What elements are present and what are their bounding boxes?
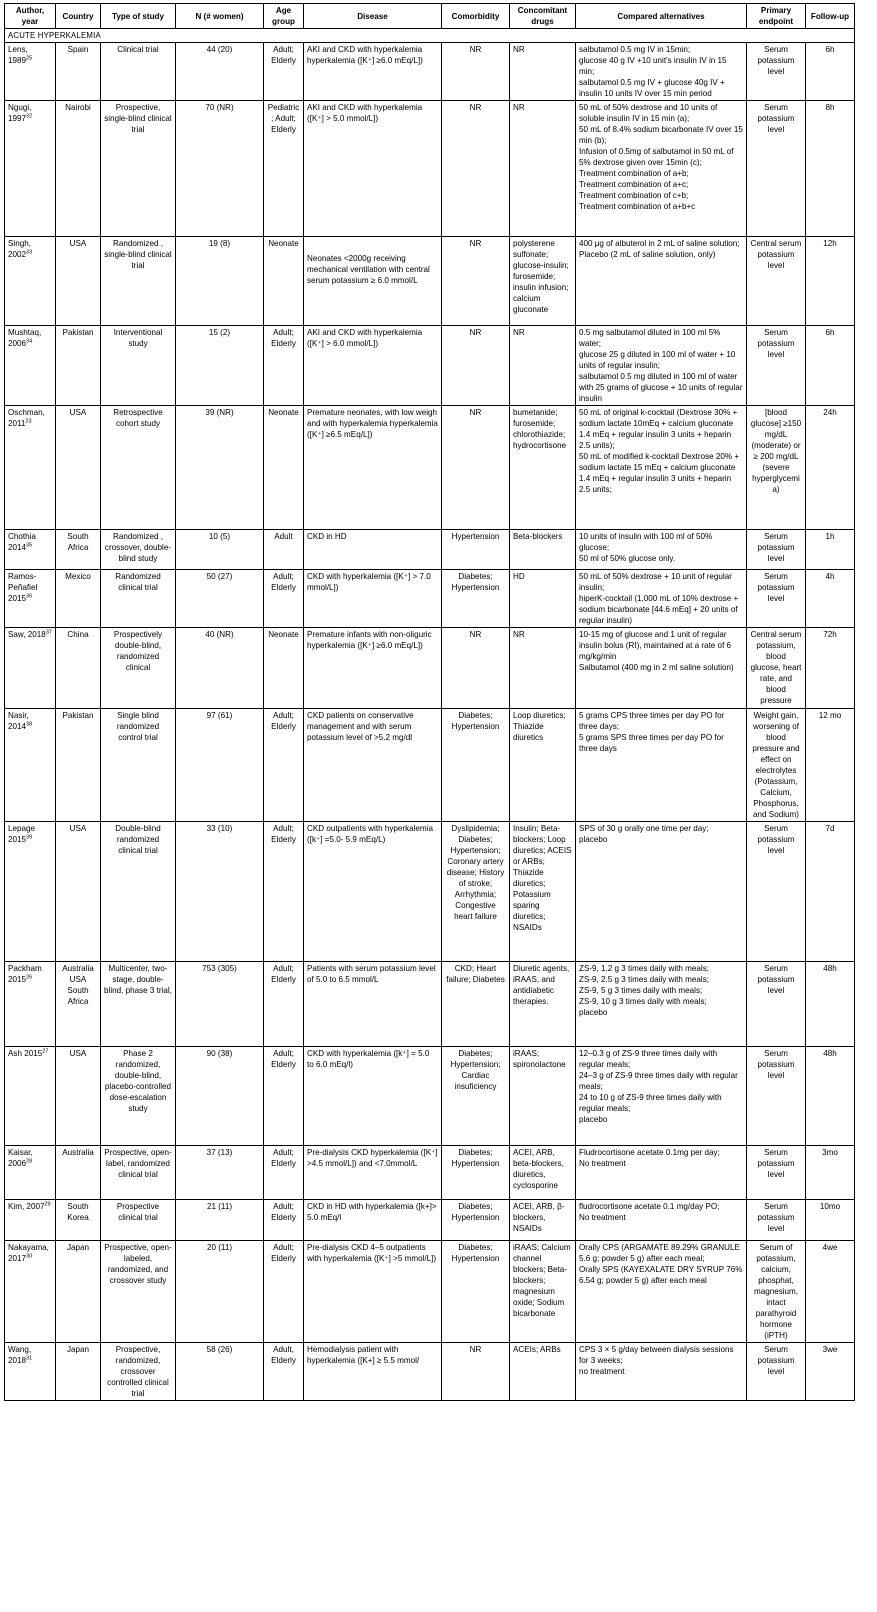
alternatives-cell <box>576 709 747 822</box>
author-cell <box>5 237 56 326</box>
concomitant-drugs-cell: Insulin; Beta-blockers; Loop diuretics; ACEIS or ARBs; Thiazide diuretics; Potassium sparing diuretics; NSAIDs <box>510 822 576 962</box>
concomitant-drugs-cell: NR <box>510 326 576 406</box>
n-women-cell: 97 (61) <box>176 709 264 822</box>
alternatives-cell <box>576 570 747 628</box>
country-cell: USA <box>56 1047 101 1146</box>
column-header: Author, year <box>5 4 56 29</box>
comorbidity-cell: Diabetes; Hypertension <box>442 1200 510 1241</box>
primary-endpoint-cell: Serum potassium level <box>747 822 806 962</box>
alternatives-cell <box>576 962 747 1047</box>
country-cell: Australia <box>56 1146 101 1200</box>
column-header: Comorbidity <box>442 4 510 29</box>
alternative-item: placebo <box>579 835 608 844</box>
follow-up-cell: 6h <box>806 326 855 406</box>
concomitant-drugs-cell: bumetanide; furosemide; chlorothiazide; hydrocortisone <box>510 406 576 530</box>
alternative-item: ZS-9, 5 g 3 times daily with meals; <box>579 986 703 995</box>
age-group-cell: Adult <box>264 530 304 570</box>
alternative-item: glucose 25 g diluted in 100 ml of water + 10 units of regular insulin; <box>579 350 736 370</box>
primary-endpoint-cell: Serum potassium level <box>747 530 806 570</box>
disease-cell: Neonates <2000g receiving mechanical ventilation with central serum potassium ≥ 6.0 mmol/L <box>304 237 442 326</box>
country-cell: Australia USA South Africa <box>56 962 101 1047</box>
n-women-cell: 70 (NR) <box>176 101 264 237</box>
reference-number: 28 <box>26 1158 33 1165</box>
author-cell <box>5 1241 56 1343</box>
column-header: Primary endpoint <box>747 4 806 29</box>
concomitant-drugs-cell: NR <box>510 101 576 237</box>
disease-cell: Hemodialysis patient with hyperkalemia ([K+] ≥ 5.5 mmol/ <box>304 1343 442 1401</box>
study-type-cell: Prospective, open-labeled, randomized, and crossover study <box>101 1241 176 1343</box>
alternative-item: 50 mL of 50% dextrose + 10 unit of regular insulin; <box>579 572 732 592</box>
age-group-cell: Adult; Elderly <box>264 822 304 962</box>
author-name: Lepage 2015 <box>8 824 36 844</box>
disease-cell: CKD in HD with hyperkalemia ([k+]> 5.0 mEq/l <box>304 1200 442 1241</box>
study-type-cell: Interventional study <box>101 326 176 406</box>
alternative-item: ZS-9, 10 g 3 times daily with meals; <box>579 997 707 1006</box>
concomitant-drugs-cell: ACEI, ARB, beta-blockers, diuretics, cyclosporine <box>510 1146 576 1200</box>
alternative-item: glucose 40 g IV +10 unit's insulin IV in 15 min; <box>579 56 727 76</box>
alternative-item: 0.5 mg salbutamol diluted in 100 ml 5% water; <box>579 328 721 348</box>
column-header: Disease <box>304 4 442 29</box>
concomitant-drugs-cell: HD <box>510 570 576 628</box>
author-cell <box>5 530 56 570</box>
section-title: ACUTE HYPERKALEMIA <box>5 29 855 43</box>
author-cell <box>5 1047 56 1146</box>
age-group-cell: Adult; Elderly <box>264 1146 304 1200</box>
country-cell: China <box>56 628 101 709</box>
reference-number: 26 <box>26 974 33 981</box>
author-cell <box>5 43 56 101</box>
disease-cell: CKD with hyperkalemia ([k⁺] = 5.0 to 6.0 mEq/l) <box>304 1047 442 1146</box>
comorbidity-cell: NR <box>442 237 510 326</box>
author-cell <box>5 570 56 628</box>
primary-endpoint-cell: Weight gain, worsening of blood pressure and effect on electrolytes (Potassium, Calcium, Phosphorus, and Sodium) <box>747 709 806 822</box>
concomitant-drugs-cell: iRAAS; spironolactone <box>510 1047 576 1146</box>
alternative-item: salbutamol 0.5 mg IV in 15min; <box>579 45 691 54</box>
alternative-item: Treatment combination of a+b; <box>579 169 689 178</box>
country-cell: South Korea <box>56 1200 101 1241</box>
alternative-item: No treatment <box>579 1213 626 1222</box>
study-type-cell: Randomized , crossover, double-blind study <box>101 530 176 570</box>
follow-up-cell: 1h <box>806 530 855 570</box>
alternative-item: 10-15 mg of glucose and 1 unit of regular insulin bolus (RI), maintained at a rate of 6 mg/kg/min <box>579 630 732 661</box>
alternatives-cell <box>576 1146 747 1200</box>
author-name: Mushtaq, 2006 <box>8 328 42 348</box>
reference-number: 37 <box>45 629 52 636</box>
study-type-cell: Multicenter, two-stage, double-blind, phase 3 trial, <box>101 962 176 1047</box>
country-cell: Mexico <box>56 570 101 628</box>
follow-up-cell: 4we <box>806 1241 855 1343</box>
follow-up-cell: 12 mo <box>806 709 855 822</box>
reference-number: 39 <box>26 834 33 841</box>
disease-cell: Premature infants with non-oliguric hyperkalemia ([K⁺] ≥6.0 mEq/L]) <box>304 628 442 709</box>
n-women-cell: 58 (26) <box>176 1343 264 1401</box>
author-cell <box>5 1200 56 1241</box>
alternative-item: 400 μg of albuterol in 2 mL of saline solution; <box>579 239 740 248</box>
reference-number: 34 <box>26 338 33 345</box>
n-women-cell: 20 (11) <box>176 1241 264 1343</box>
alternative-item: 12–0.3 g of ZS-9 three times daily with regular meals; <box>579 1049 718 1069</box>
alternative-item: 5 grams SPS three times per day PO for three days <box>579 733 724 753</box>
table-row <box>5 628 855 709</box>
n-women-cell: 90 (38) <box>176 1047 264 1146</box>
reference-number: 25 <box>26 55 33 62</box>
age-group-cell: Neonate <box>264 406 304 530</box>
follow-up-cell: 48h <box>806 962 855 1047</box>
country-cell: USA <box>56 822 101 962</box>
n-women-cell: 19 (8) <box>176 237 264 326</box>
follow-up-cell: 8h <box>806 101 855 237</box>
comorbidity-cell: Dyslipidemia; Diabetes; Hypertension; Coronary artery disease; History of stroke; Arrhythmia; Congestive heart failure <box>442 822 510 962</box>
primary-endpoint-cell: Serum potassium level <box>747 1146 806 1200</box>
disease-cell: Pre-dialysis CKD 4–5 outpatients with hyperkalemia ([K⁺] >5 mmol/L]) <box>304 1241 442 1343</box>
table-row <box>5 1146 855 1200</box>
alternative-item: 10 units of insulin with 100 ml of 50% glucose; <box>579 532 713 552</box>
alternative-item: 50 mL of modified k-cocktail Dextrose 20% + sodium lactate 15 mEq + calcium gluconate 1.4 mEq + regular insulin 3 units + heparin 2.5 units; <box>579 452 740 494</box>
comorbidity-cell: NR <box>442 43 510 101</box>
primary-endpoint-cell: Serum potassium level <box>747 43 806 101</box>
alternatives-cell <box>576 101 747 237</box>
primary-endpoint-cell: Serum potassium level <box>747 326 806 406</box>
concomitant-drugs-cell: iRAAS; Calcium channel blockers; Beta-blockers; magnesium oxide; Sodium bicarbonate <box>510 1241 576 1343</box>
n-women-cell: 44 (20) <box>176 43 264 101</box>
alternative-item: 24–3 g of ZS-9 three times daily with regular meals; <box>579 1071 738 1091</box>
follow-up-cell: 7d <box>806 822 855 962</box>
alternative-item: salbutamol 0.5 mg IV + glucose 40g IV + insulin 10 units IV over 15 min period <box>579 78 725 98</box>
disease-cell: CKD outpatients with hyperkalemia ([k⁺] =5.0- 5.9 mEq/L) <box>304 822 442 962</box>
n-women-cell: 50 (27) <box>176 570 264 628</box>
primary-endpoint-cell: Central serum potassium level <box>747 237 806 326</box>
country-cell: USA <box>56 237 101 326</box>
disease-cell: Pre-dialysis CKD hyperkalemia ([K⁺] >4.5 mmol/L]) and <7.0mmol/L <box>304 1146 442 1200</box>
concomitant-drugs-cell: NR <box>510 43 576 101</box>
primary-endpoint-cell: [blood glucose] ≥150 mg/dL (moderate) or ≥ 200 mg/dL (severe hyperglycemia) <box>747 406 806 530</box>
author-cell <box>5 406 56 530</box>
follow-up-cell: 4h <box>806 570 855 628</box>
follow-up-cell: 10mo <box>806 1200 855 1241</box>
comorbidity-cell: Diabetes; Hypertension; Cardiac insuficiency <box>442 1047 510 1146</box>
primary-endpoint-cell: Serum potassium level <box>747 101 806 237</box>
comorbidity-cell: Diabetes; Hypertension <box>442 570 510 628</box>
study-type-cell: Prospective, randomized, crossover controlled clinical trial <box>101 1343 176 1401</box>
reference-number: 33 <box>26 249 33 256</box>
alternative-item: placebo <box>579 1115 608 1124</box>
primary-endpoint-cell: Serum potassium level <box>747 1047 806 1146</box>
comorbidity-cell: CKD; Heart failure; Diabetes <box>442 962 510 1047</box>
primary-endpoint-cell: Serum potassium level <box>747 1343 806 1401</box>
alternative-item: CPS 3 × 5 g/day between dialysis sessions for 3 weeks; <box>579 1345 734 1365</box>
author-name: Ramos-Peñafiel 2015 <box>8 572 38 603</box>
study-type-cell: Prospective clinical trial <box>101 1200 176 1241</box>
age-group-cell: Adult; Elderly <box>264 570 304 628</box>
country-cell: South Africa <box>56 530 101 570</box>
concomitant-drugs-cell: Loop diuretics; Thiazide diuretics <box>510 709 576 822</box>
author-cell <box>5 326 56 406</box>
alternatives-cell <box>576 628 747 709</box>
study-type-cell: Phase 2 randomized, double-blind, placebo-controlled dose-escalation study <box>101 1047 176 1146</box>
table-header <box>5 4 855 29</box>
age-group-cell: Adult; Elderly <box>264 1200 304 1241</box>
age-group-cell: Neonate <box>264 628 304 709</box>
alternative-item: Treatment combination of a+b+c <box>579 202 696 211</box>
concomitant-drugs-cell: NR <box>510 628 576 709</box>
table-row <box>5 406 855 530</box>
author-cell <box>5 628 56 709</box>
author-name: Nakayama, 2017 <box>8 1243 49 1263</box>
alternatives-cell <box>576 1343 747 1401</box>
alternatives-cell <box>576 237 747 326</box>
comorbidity-cell: NR <box>442 1343 510 1401</box>
author-name: Kaisar, 2006 <box>8 1148 33 1168</box>
column-header: Compared alternatives <box>576 4 747 29</box>
n-women-cell: 33 (10) <box>176 822 264 962</box>
comorbidity-cell: Diabetes; Hypertension <box>442 1146 510 1200</box>
comorbidity-cell: NR <box>442 101 510 237</box>
table-row <box>5 530 855 570</box>
study-type-cell: Single blind randomized control trial <box>101 709 176 822</box>
follow-up-cell: 24h <box>806 406 855 530</box>
n-women-cell: 37 (13) <box>176 1146 264 1200</box>
concomitant-drugs-cell: Diuretic agents, iRAAS, and antidiabetic therapies. <box>510 962 576 1047</box>
primary-endpoint-cell: Serum potassium level <box>747 570 806 628</box>
primary-endpoint-cell: Serum of potassium, calcium, phosphat, magnesium, intact parathyroid hormone (iPTH) <box>747 1241 806 1343</box>
alternative-item: ZS-9, 2.5 g 3 times daily with meals; <box>579 975 709 984</box>
age-group-cell: Pediatric; Adult; Elderly <box>264 101 304 237</box>
author-name: Ash 2015 <box>8 1049 43 1058</box>
author-name: Chothia 2014 <box>8 532 36 552</box>
table-row <box>5 101 855 237</box>
table-row <box>5 822 855 962</box>
comorbidity-cell: Hypertension <box>442 530 510 570</box>
alternative-item: 50 mL of 50% dextrose and 10 units of soluble insulin IV in 15 min (a); <box>579 103 718 123</box>
study-type-cell: Prospective, single-blind clinical trial <box>101 101 176 237</box>
table-row <box>5 326 855 406</box>
alternatives-cell <box>576 43 747 101</box>
author-name: Lens, 1989 <box>8 45 28 65</box>
alternative-item: 24 to 10 g of ZS-9 three times daily with regular meals; <box>579 1093 722 1113</box>
primary-endpoint-cell: Serum potassium level <box>747 1200 806 1241</box>
alternatives-cell <box>576 822 747 962</box>
alternative-item: 50 mL of 8.4% sodium bicarbonate IV over 15 min (b); <box>579 125 743 145</box>
study-type-cell: Double-blind randomized clinical trial <box>101 822 176 962</box>
n-women-cell: 21 (11) <box>176 1200 264 1241</box>
alternative-item: Placebo (2 mL of saline solution, only) <box>579 250 716 259</box>
n-women-cell: 753 (305) <box>176 962 264 1047</box>
alternative-item: 50 mL of original k-cocktail (Dextrose 30% + sodium lactate 10mEq + calcium gluconate 1.4 mEq + regular insulin 3 units + heparin 2.5 units); <box>579 408 738 450</box>
table-row <box>5 1047 855 1146</box>
table-row <box>5 1241 855 1343</box>
alternatives-cell <box>576 1241 747 1343</box>
alternatives-cell <box>576 326 747 406</box>
studies-table <box>4 3 855 1401</box>
study-type-cell: Randomized , single-blind clinical trial <box>101 237 176 326</box>
table-wrapper <box>4 3 854 1401</box>
column-header: Follow-up <box>806 4 855 29</box>
age-group-cell: Adult; Elderly <box>264 326 304 406</box>
country-cell: Japan <box>56 1343 101 1401</box>
country-cell: Pakistan <box>56 709 101 822</box>
alternative-item: no treatment <box>579 1367 625 1376</box>
follow-up-cell: 72h <box>806 628 855 709</box>
age-group-cell: Adult; Elderly <box>264 43 304 101</box>
table-row <box>5 43 855 101</box>
follow-up-cell: 3mo <box>806 1146 855 1200</box>
column-header: N (# women) <box>176 4 264 29</box>
column-header: Concomitant drugs <box>510 4 576 29</box>
age-group-cell: Adult; Elderly <box>264 1241 304 1343</box>
table-body <box>5 29 855 1401</box>
author-cell <box>5 709 56 822</box>
author-cell <box>5 962 56 1047</box>
column-header: Country <box>56 4 101 29</box>
table-row <box>5 570 855 628</box>
follow-up-cell: 6h <box>806 43 855 101</box>
alternatives-cell <box>576 530 747 570</box>
author-name: Singh, 2002 <box>8 239 31 259</box>
concomitant-drugs-cell: ACEI, ARB, β-blockers, NSAIDs <box>510 1200 576 1241</box>
reference-number: 35 <box>26 542 33 549</box>
primary-endpoint-cell: Central serum potassium, blood glucose, heart rate, and blood pressure <box>747 628 806 709</box>
reference-number: 27 <box>42 1048 49 1055</box>
alternative-item: salbutamol 0.5 mg diluted in 100 ml of water with 25 grams of glucose + 10 units of regular insulin <box>579 372 743 403</box>
age-group-cell: Adult; Elderly <box>264 1047 304 1146</box>
age-group-cell: Adult; Elderly <box>264 962 304 1047</box>
author-name: Kim, 2007 <box>8 1202 45 1211</box>
study-type-cell: Randomized clinical trial <box>101 570 176 628</box>
study-type-cell: Prospective, open-label, randomized clinical trial <box>101 1146 176 1200</box>
disease-cell: CKD in HD <box>304 530 442 570</box>
reference-number: 38 <box>26 721 33 728</box>
author-cell <box>5 822 56 962</box>
alternative-item: 5 grams CPS three times per day PO for three days; <box>579 711 725 731</box>
country-cell: Nairobi <box>56 101 101 237</box>
alternatives-cell <box>576 1200 747 1241</box>
country-cell: Japan <box>56 1241 101 1343</box>
column-header: Age group <box>264 4 304 29</box>
alternative-item: fludrocortisone acetate 0.1 mg/day PO; <box>579 1202 720 1211</box>
n-women-cell: 15 (2) <box>176 326 264 406</box>
comorbidity-cell: NR <box>442 406 510 530</box>
follow-up-cell: 12h <box>806 237 855 326</box>
study-type-cell: Prospectively double-blind, randomized clinical <box>101 628 176 709</box>
table-row <box>5 237 855 326</box>
country-cell: Pakistan <box>56 326 101 406</box>
author-name: Wang, 2018 <box>8 1345 32 1365</box>
age-group-cell: Adult; Elderly <box>264 709 304 822</box>
author-name: Nasir, 2014 <box>8 711 29 731</box>
follow-up-cell: 48h <box>806 1047 855 1146</box>
disease-cell: AKI and CKD with hyperkalemia ([K⁺] > 6.0 mmol/L]) <box>304 326 442 406</box>
alternative-item: ZS-9, 1.2 g 3 times daily with meals; <box>579 964 709 973</box>
table-row <box>5 1343 855 1401</box>
country-cell: USA <box>56 406 101 530</box>
table-row <box>5 709 855 822</box>
concomitant-drugs-cell: Beta-blockers <box>510 530 576 570</box>
disease-cell: CKD with hyperkalemia ([K⁺] > 7.0 mmol/L]) <box>304 570 442 628</box>
alternative-item: Fludrocortisone acetate 0.1mg per day; <box>579 1148 720 1157</box>
column-header: Type of study <box>101 4 176 29</box>
author-name: Packham 2015 <box>8 964 42 984</box>
author-name: Saw, 2018 <box>8 630 46 639</box>
reference-number: 31 <box>26 1355 33 1362</box>
disease-cell: Patients with serum potassium level of 5.0 to 6.5 mmol/L <box>304 962 442 1047</box>
alternative-item: placebo <box>579 1008 608 1017</box>
alternative-item: 50 ml of 50% glucose only. <box>579 554 676 563</box>
alternative-item: No treatment <box>579 1159 626 1168</box>
n-women-cell: 10 (5) <box>176 530 264 570</box>
concomitant-drugs-cell: polysterene sulfonate; glucose-insulin; furosemide; insulin infusion; calcium gluconate <box>510 237 576 326</box>
table-row <box>5 962 855 1047</box>
section-row <box>5 29 855 43</box>
author-name: Oschman, 2011 <box>8 408 45 428</box>
disease-cell: CKD patients on conservative management and with serum potassium level of >5.2 mg/dl <box>304 709 442 822</box>
author-name: Ngugi, 1997 <box>8 103 32 123</box>
alternative-item: SPS of 30 g orally one time per day; <box>579 824 709 833</box>
header-row <box>5 4 855 29</box>
comorbidity-cell: Diabetes; Hypertension <box>442 1241 510 1343</box>
reference-number: 30 <box>26 1253 33 1260</box>
table-row <box>5 1200 855 1241</box>
comorbidity-cell: NR <box>442 326 510 406</box>
author-cell <box>5 1146 56 1200</box>
primary-endpoint-cell: Serum potassium level <box>747 962 806 1047</box>
disease-cell: AKI and CKD with hyperkalemia ([K⁺] > 5.0 mmol/L]) <box>304 101 442 237</box>
follow-up-cell: 3we <box>806 1343 855 1401</box>
author-cell <box>5 101 56 237</box>
age-group-cell: Adult, Elderly <box>264 1343 304 1401</box>
reference-number: 23 <box>25 418 32 425</box>
study-type-cell: Retrospective cohort study <box>101 406 176 530</box>
country-cell: Spain <box>56 43 101 101</box>
alternatives-cell <box>576 406 747 530</box>
alternatives-cell <box>576 1047 747 1146</box>
reference-number: 29 <box>44 1201 51 1208</box>
alternative-item: Orally SPS (KAYEXALATE DRY SYRUP 76% 6.54 g; powder 5 g) after each meal <box>579 1265 743 1285</box>
alternative-item: Orally CPS (ARGAMATE 89.29% GRANULE 5.6 g; powder 5 g) after each meal; <box>579 1243 740 1263</box>
reference-number: 36 <box>26 593 33 600</box>
n-women-cell: 40 (NR) <box>176 628 264 709</box>
alternative-item: Infusion of 0.5mg of salbutamol in 50 mL of 5% dextrose given over 15min (c); <box>579 147 734 167</box>
n-women-cell: 39 (NR) <box>176 406 264 530</box>
alternative-item: Treatment combination of c+b; <box>579 191 689 200</box>
author-cell <box>5 1343 56 1401</box>
age-group-cell: Neonate <box>264 237 304 326</box>
alternative-item: hiperK-cocktail (1,000 mL of 10% dextrose + sodium bicarbonate [44.6 mEq] + 20 units of regular insulin) <box>579 594 739 625</box>
comorbidity-cell: Diabetes; Hypertension <box>442 709 510 822</box>
reference-number: 32 <box>26 113 33 120</box>
disease-cell: AKI and CKD with hyperkalemia hyperkalemia ([K⁺] ≥6.0 mEq/L]) <box>304 43 442 101</box>
concomitant-drugs-cell: ACEIs; ARBs <box>510 1343 576 1401</box>
disease-cell: Premature neonates, with low weigh and with hyperkalemia hyperkalemia ([K⁺] ≥6.5 mEq/L]) <box>304 406 442 530</box>
comorbidity-cell: NR <box>442 628 510 709</box>
alternative-item: Salbutamol (400 mg in 2 ml saline solution) <box>579 663 734 672</box>
alternative-item: Treatment combination of a+c; <box>579 180 689 189</box>
study-type-cell: Clinical trial <box>101 43 176 101</box>
